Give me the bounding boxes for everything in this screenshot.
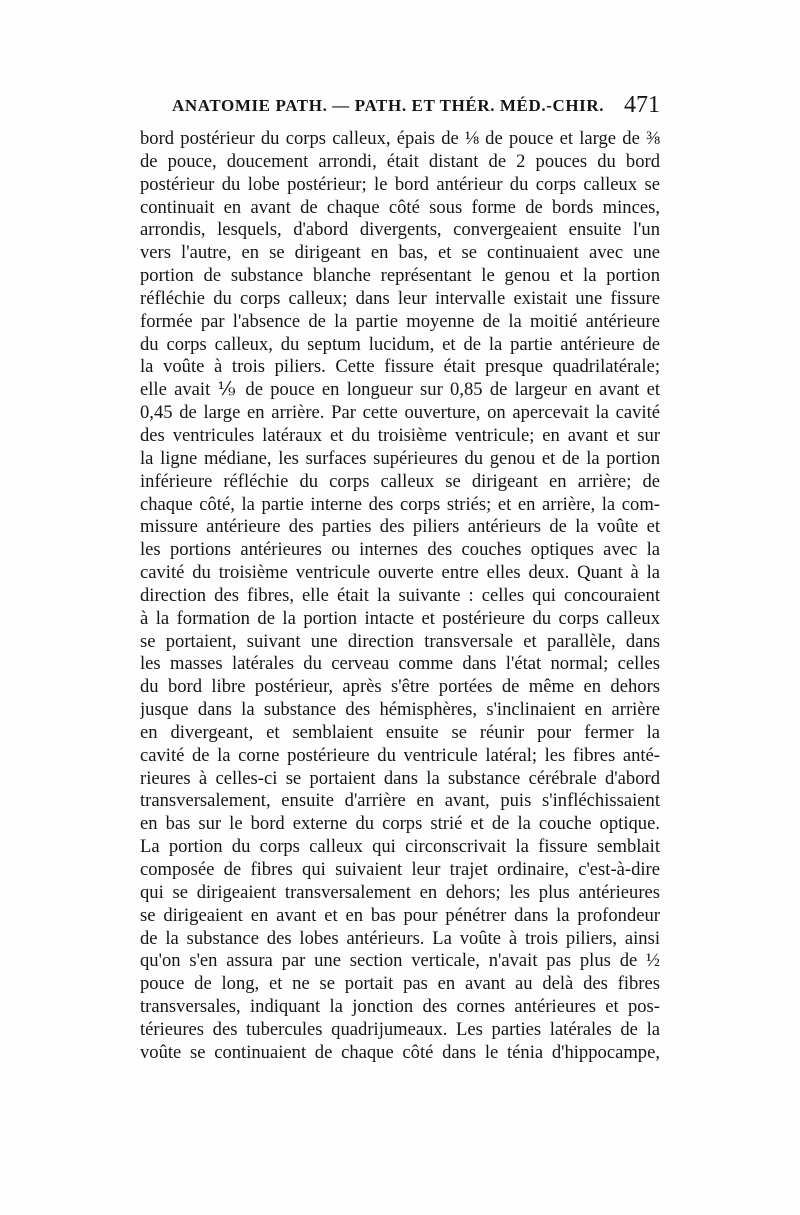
- text-line: transversalement, ensuite d'arrière en avant, puis s'infléchissaient: [140, 790, 660, 812]
- text-line: les masses latérales du cerveau comme dans l'état normal; celles: [140, 653, 660, 675]
- text-line: transversales, indiquant la jonction des cornes antérieures et pos-: [140, 996, 660, 1018]
- text-line: la ligne médiane, les surfaces supérieures du genou et de la portion: [140, 447, 660, 469]
- text-line: arrondis, lesquels, d'abord divergents, convergeaient ensuite l'un: [140, 219, 660, 241]
- text-line: du bord libre postérieur, après s'être portées de même en dehors: [140, 676, 660, 698]
- text-line: bord postérieur du corps calleux, épais de ⅛ de pouce et large de ⅜: [140, 128, 660, 149]
- text-line: formée par l'absence de la partie moyenne de la moitié antérieure: [140, 310, 660, 332]
- text-line: missure antérieure des parties des piliers antérieurs de la voûte et: [140, 516, 660, 538]
- text-line: qui se dirigeaient transversalement en dehors; les plus antérieures: [140, 881, 660, 903]
- text-line: réfléchie du corps calleux; dans leur intervalle existait une fissure: [140, 287, 660, 309]
- text-line: térieures des tubercules quadrijumeaux. Les parties latérales de la: [140, 1018, 660, 1040]
- text-line: 0,45 de large en arrière. Par cette ouverture, on apercevait la cavité: [140, 402, 660, 424]
- text-line: les portions antérieures ou internes des couches optiques avec la: [140, 539, 660, 561]
- text-line: la voûte à trois piliers. Cette fissure était presque quadrilatérale;: [140, 356, 660, 378]
- text-line: cavité de la corne postérieure du ventricule latéral; les fibres anté-: [140, 744, 660, 766]
- text-line: elle avait ⅑ de pouce en longueur sur 0,85 de largeur en avant et: [140, 379, 660, 401]
- text-line: du corps calleux, du septum lucidum, et de la partie antérieure de: [140, 333, 660, 355]
- text-line: se dirigeaient en avant et en bas pour pénétrer dans la profondeur: [140, 904, 660, 926]
- text-line: de pouce, doucement arrondi, était distant de 2 pouces du bord: [140, 150, 660, 172]
- text-line: La portion du corps calleux qui circonscrivait la fissure semblait: [140, 836, 660, 858]
- running-head: ANATOMIE PATH. — PATH. ET THÉR. MÉD.-CHIR.: [172, 96, 605, 115]
- text-line: en bas sur le bord externe du corps strié et de la couche optique.: [140, 813, 660, 835]
- text-line: inférieure réfléchie du corps calleux se dirigeant en arrière; de: [140, 470, 660, 492]
- text-line: jusque dans la substance des hémisphères, s'inclinaient en arrière: [140, 699, 660, 721]
- text-line: composée de fibres qui suivaient leur trajet ordinaire, c'est-à-dire: [140, 859, 660, 880]
- page-number: 471: [624, 92, 660, 118]
- text-line: rieures à celles-ci se portaient dans la substance cérébrale d'abord: [140, 767, 660, 789]
- body-text: [140, 128, 660, 1065]
- text-line: des ventricules latéraux et du troisième ventricule; en avant et sur: [140, 424, 660, 446]
- text-line: pouce de long, et ne se portait pas en avant au delà des fibres: [140, 973, 660, 995]
- page-header: [140, 92, 660, 122]
- text-line: chaque côté, la partie interne des corps striés; et en arrière, la com-: [140, 493, 660, 515]
- text-line: direction des fibres, elle était la suivante : celles qui concouraient: [140, 584, 660, 606]
- text-line: vers l'autre, en se dirigeant en bas, et se continuaient avec une: [140, 242, 660, 264]
- text-line: de la substance des lobes antérieurs. La voûte à trois piliers, ainsi: [140, 927, 660, 949]
- text-line: en divergeant, et semblaient ensuite se réunir pour fermer la: [140, 721, 660, 743]
- text-line: à la formation de la portion intacte et postérieure du corps calleux: [140, 607, 660, 629]
- text-line: cavité du troisième ventricule ouverte entre elles deux. Quant à la: [140, 562, 660, 584]
- text-line: qu'on s'en assura par une section verticale, n'avait pas plus de ½: [140, 950, 660, 972]
- text-line: continuait en avant de chaque côté sous forme de bords minces,: [140, 196, 660, 218]
- text-line: se portaient, suivant une direction transversale et parallèle, dans: [140, 630, 660, 652]
- text-line: voûte se continuaient de chaque côté dans le ténia d'hippocampe,: [140, 1041, 660, 1063]
- text-line: postérieur du lobe postérieur; le bord antérieur du corps calleux se: [140, 173, 660, 195]
- text-line: portion de substance blanche représentant le genou et la portion: [140, 265, 660, 287]
